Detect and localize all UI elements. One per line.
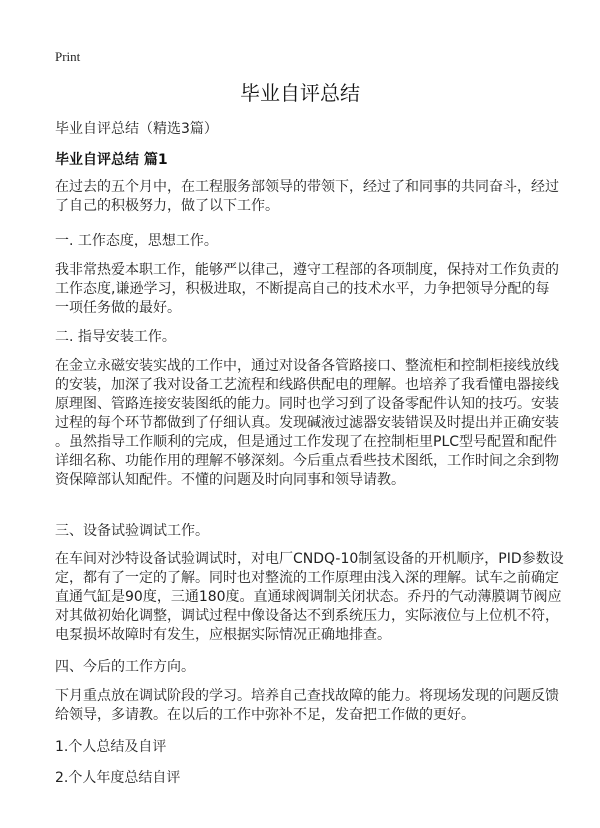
text-line: 一项任务做的最好。: [55, 300, 181, 316]
text-line: 给领导，多请教。在以后的工作中弥补不足，发奋把工作做的更好。: [55, 707, 475, 723]
paragraph-1: [55, 261, 559, 318]
paragraph-2: [55, 357, 559, 490]
subtitle: 毕业自评总结（精选3篇）: [55, 121, 218, 137]
text-line: 。虽然指导工作顺利的完成，但是通过工作发现了在控制柜里PLC型号配置和配件: [55, 434, 558, 450]
page-title: 毕业自评总结: [240, 81, 360, 105]
text-line: 在过去的五个月中，在工程服务部领导的带领下，经过了和同事的共同奋斗，经过: [55, 179, 559, 195]
text-line: 直通气缸是90度，三通180度。直通球阀调制关闭状态。乔丹的气动薄膜调节阀应: [55, 589, 562, 605]
text-line: 资保障部认知配件。不懂的问题及时向同事和领导请教。: [55, 472, 405, 488]
section-heading: 毕业自评总结 篇1: [55, 152, 168, 168]
text-line: 下月重点放在调试阶段的学习。培养自己查找故障的能力。将现场发现的问题反馈: [55, 688, 559, 704]
heading-3: 三、设备试验调试工作。: [55, 523, 209, 539]
text-line: 工作态度,谦逊学习，积极进取，不断提高自己的技术水平，力争把领导分配的每: [55, 281, 550, 297]
text-line: 的安装，加深了我对设备工艺流程和线路供配电的理解。也培养了我看懂电器接线: [55, 377, 559, 393]
text-line: 了自己的积极努力，做了以下工作。: [55, 198, 279, 214]
heading-2: 二. 指导安装工作。: [55, 329, 176, 345]
paragraph-3: [55, 550, 564, 645]
text-line: 过程的每个环节都做到了仔细认真。发现碱液过滤器安装错误及时提出并正确安装: [55, 415, 559, 431]
paragraph-4: [55, 687, 559, 725]
related-link-1[interactable]: 1.个人总结及自评: [55, 739, 167, 755]
text-line: 定，都有了一定的了解。同时也对整流的工作原理由浅入深的理解。试车之前确定: [55, 570, 559, 586]
text-line: 原理图、管路连接安装图纸的能力。同时也学习到了设备零配件认知的技巧。安装: [55, 396, 559, 412]
text-line: 在车间对沙特设备试验调试时，对电厂CNDQ-10制氢设备的开机顺序，PID参数设: [55, 551, 564, 567]
heading-4: 四、今后的工作方向。: [55, 659, 195, 675]
text-line: 电泵损坏故障时有发生，应根据实际情况正确地排查。: [55, 627, 391, 643]
text-line: 详细名称、功能作用的理解不够深刻。今后重点看些技术图纸，工作时间之余到物: [55, 453, 559, 469]
text-line: 我非常热爱本职工作，能够严以律己，遵守工程部的各项制度，保持对工作负责的: [55, 262, 559, 278]
related-link-2[interactable]: 2.个人年度总结自评: [55, 770, 181, 786]
intro-paragraph: [55, 178, 559, 216]
text-line: 在金立永磁安装实战的工作中，通过对设备各管路接口、整流柜和控制柜接线放线: [55, 358, 559, 374]
text-line: 对其做初始化调整，调试过程中像设备达不到系统压力，实际液位与上位机不符，: [55, 608, 559, 624]
heading-1: 一. 工作态度，思想工作。: [55, 233, 218, 249]
print-link[interactable]: Print: [55, 49, 81, 64]
